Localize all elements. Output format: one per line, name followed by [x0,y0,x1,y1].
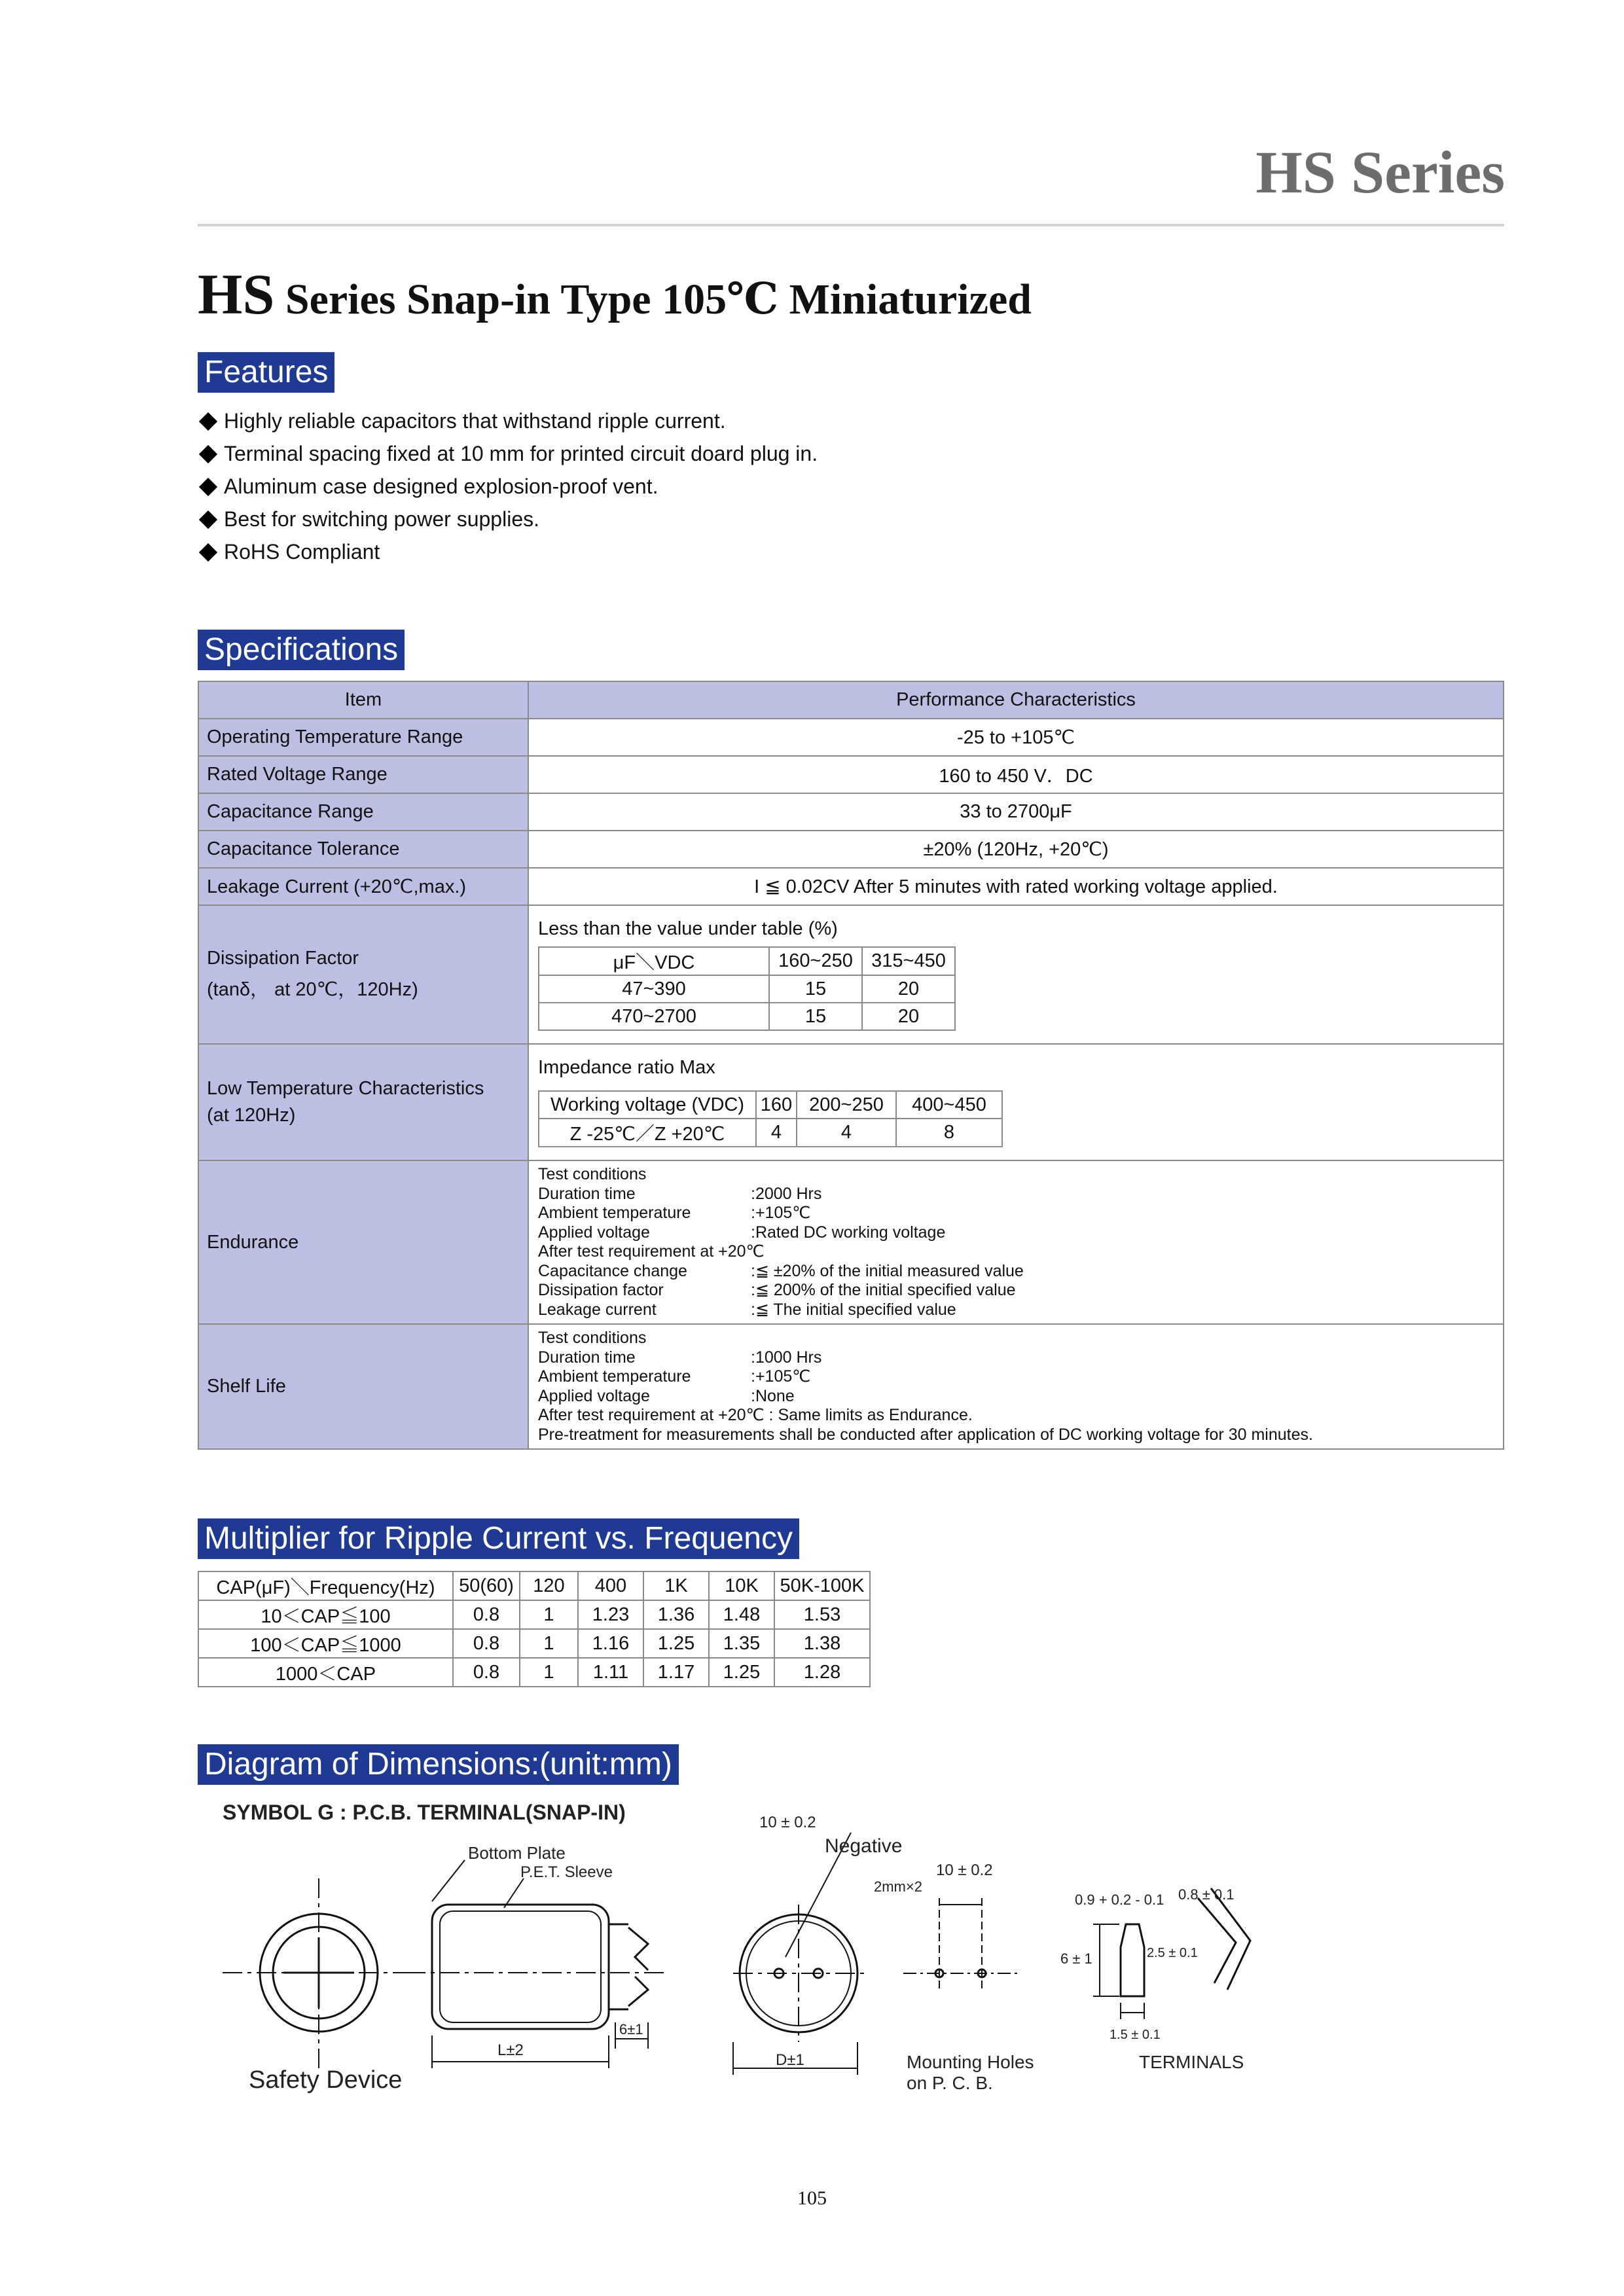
table-row [198,1324,1504,1449]
spec-value: 33 to 2700μF [528,793,1504,831]
header-rule [198,224,1504,226]
table-row: 470~2700 15 20 [539,1003,955,1030]
spec-value-df [528,905,1504,1044]
spec-item: Capacitance Range [198,793,528,831]
spec-value-shelf: Test conditions Duration time :1000 Hrs Ambient temperature :+105℃ Applied voltage :None After test requirement at +20℃ : Same limits as Endurance. Pre-treatment for measurements shall be conducted after application of DC working voltage for 30 minutes. [528,1324,1504,1449]
label-diameter: D±1 [776,2051,804,2069]
table-row: 1000＜CAP 0.8 1 1.11 1.17 1.25 1.28 [198,1658,870,1687]
label-pitch-top: 10 ± 0.2 [759,1814,816,1831]
main-title-prefix: HS [198,263,275,327]
spec-item: Capacitance Tolerance [198,831,528,868]
table-header-row: CAP(μF)＼Frequency(Hz) 50(60) 120 400 1K 10K 50K-100K [198,1571,870,1600]
spec-item: Rated Voltage Range [198,756,528,793]
terminal-shape [1121,1924,1144,1996]
spec-item-shelf: Shelf Life [198,1324,528,1449]
label-pet-sleeve: P.E.T. Sleeve [520,1863,613,1881]
label-mounting-2: on P. C. B. [907,2073,993,2093]
table-row: 47~390 15 20 [539,975,955,1003]
spec-item-lowtemp: Low Temperature Characteristics (at 120Hz) [198,1044,528,1160]
spec-value: 160 to 450 V．DC [528,756,1504,793]
label-terminal-tip: 2.5 ± 0.1 [1147,1946,1198,1960]
ripple-table [198,1571,871,1687]
spec-item-endurance: Endurance [198,1160,528,1324]
dimensions-heading: Diagram of Dimensions:(unit:mm) [198,1744,679,1785]
spec-value: I ≦ 0.02CV After 5 minutes with rated working voltage applied. [528,868,1504,905]
table-row [198,831,1504,868]
lowtemp-table [538,1090,1003,1147]
features-heading: Features [198,352,334,393]
table-row [198,868,1504,905]
label-terminal-length: 6 ± 1 [1060,1950,1092,1967]
dimension-diagram [196,1793,1309,2108]
df-table [538,946,956,1031]
features-list [198,404,818,568]
spec-value-endurance: Test conditions Duration time :2000 Hrs Ambient temperature :+105℃ Applied voltage :Rated DC working voltage After test requirement at +20℃ Capacitance change :≦ ±20% of the initial measured value Dissipation factor :≦ 200% of the initial specified value Leakage current :≦ The initial specified value [528,1160,1504,1324]
spec-table [198,681,1504,1450]
table-row: 100＜CAP≦1000 0.8 1 1.16 1.25 1.35 1.38 [198,1629,870,1658]
label-safety-device: Safety Device [249,2066,403,2094]
label-terminals: TERMINALS [1139,2052,1244,2072]
feature-item: RoHS Compliant [198,535,818,568]
spec-item: Operating Temperature Range [198,719,528,756]
table-header-row [198,681,1504,719]
spec-value: -25 to +105℃ [528,719,1504,756]
feature-item: Aluminum case designed explosion-proof vent. [198,470,818,503]
main-title-rest: Series Snap-in Type 105℃ Miniaturized [274,276,1032,323]
label-lead-length: 6±1 [619,2021,643,2037]
capacitor-side-body [432,1905,609,2029]
spec-value: ±20% (120Hz, +20℃) [528,831,1504,868]
label-terminal-width: 0.9 + 0.2 - 0.1 [1075,1892,1164,1908]
label-terminal-thickness: 0.8 ± 0.1 [1178,1886,1235,1903]
table-row: Z -25℃／Z +20℃ 4 4 8 [539,1119,1002,1147]
label-negative: Negative [825,1835,903,1857]
feature-item: Highly reliable capacitors that withstand ripple current. [198,404,818,437]
feature-item: Terminal spacing fixed at 10 mm for printed circuit doard plug in. [198,437,818,470]
table-row [198,1160,1504,1324]
page-header-title: HS Series [1255,139,1505,206]
label-terminal-base: 1.5 ± 0.1 [1110,2028,1161,2042]
df-intro: Less than the value under table (%) [538,918,838,939]
table-row: μF＼VDC 160~250 315~450 [539,947,955,975]
diamond-bullet-icon [199,510,217,528]
spec-header-perf: Performance Characteristics [528,681,1504,719]
lowtemp-intro: Impedance ratio Max [538,1057,715,1078]
label-holes: 2mm×2 [874,1878,922,1895]
feature-item: Best for switching power supplies. [198,503,818,535]
ripple-heading: Multiplier for Ripple Current vs. Frequency [198,1518,799,1559]
label-mounting-1: Mounting Holes [907,2052,1034,2072]
table-row [198,756,1504,793]
table-row [198,719,1504,756]
spec-header-item: Item [198,681,528,719]
diamond-bullet-icon [199,444,217,463]
main-title [198,262,1032,328]
page-number: 105 [797,2187,827,2209]
diamond-bullet-icon [199,412,217,430]
table-row: 10＜CAP≦100 0.8 1 1.23 1.36 1.48 1.53 [198,1600,870,1629]
table-row: Working voltage (VDC) 160 200~250 400~450 [539,1091,1002,1119]
spec-item: Leakage Current (+20℃,max.) [198,868,528,905]
label-length: L±2 [497,2041,524,2059]
specifications-heading: Specifications [198,630,405,670]
spec-value-lowtemp [528,1044,1504,1160]
label-bottom-plate: Bottom Plate [468,1843,566,1863]
table-row [198,905,1504,1044]
table-row [198,1044,1504,1160]
table-row [198,793,1504,831]
diamond-bullet-icon [199,477,217,495]
spec-item-df: Dissipation Factor (tanδ， at 20℃，120Hz) [198,905,528,1044]
label-pitch-holes: 10 ± 0.2 [936,1861,993,1879]
diamond-bullet-icon [199,543,217,561]
symbol-title: SYMBOL G : P.C.B. TERMINAL(SNAP-IN) [223,1801,626,1824]
terminal-bent [1211,1888,1250,1990]
